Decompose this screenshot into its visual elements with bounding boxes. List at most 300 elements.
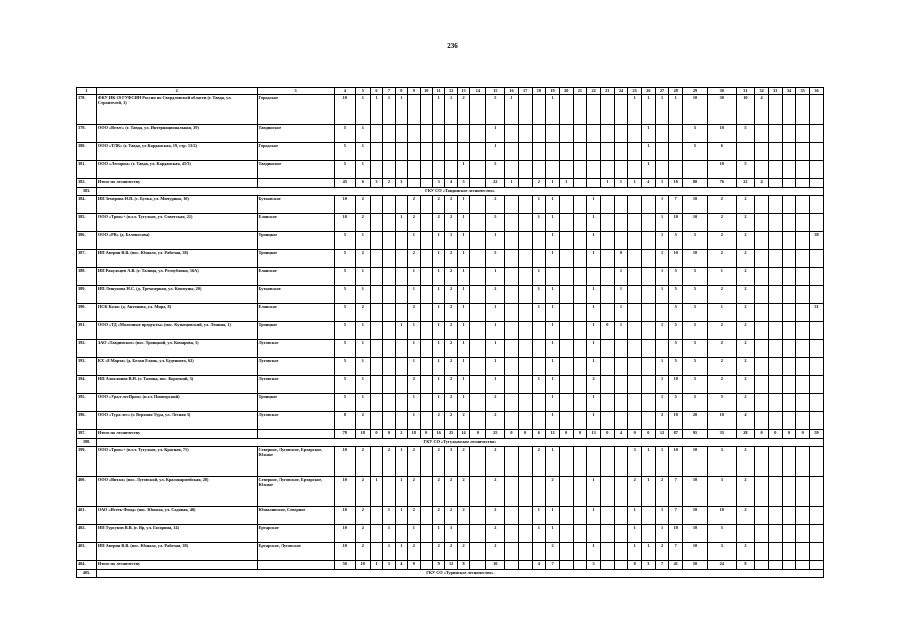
district-cell [257,561,334,570]
value-cell: 10 [334,447,355,477]
value-cell: 2 [355,507,370,525]
value-cell: 1 [546,232,560,250]
value-cell: 2 [655,543,669,561]
value-cell [768,376,782,394]
value-cell: 2 [432,214,444,232]
value-cell [420,196,432,214]
value-cell: 10 [334,196,355,214]
value-cell: 3 [395,179,407,188]
value-cell: 5 [383,561,395,570]
forestry-table [76,87,824,578]
value-cell [505,214,519,232]
value-cell [532,125,546,143]
value-cell [559,250,573,268]
value-cell: 3 [707,477,736,507]
value-cell: 2 [736,196,755,214]
value-cell [642,232,656,250]
value-cell: 1 [600,179,614,188]
organization-cell: Итого по лесничеству [96,561,257,570]
organization-cell: Итого по лесничеству [96,430,257,439]
value-cell: 2 [655,477,669,507]
value-cell [796,286,810,304]
value-cell: 10 [683,250,708,268]
value-cell: 4 [395,561,407,570]
value-cell: 1 [614,268,628,286]
value-cell: 1 [355,161,370,179]
value-cell: 1 [408,412,420,430]
value-cell [505,340,519,358]
value-cell: 1 [546,304,560,322]
value-cell: 5 [334,304,355,322]
value-cell [470,286,486,304]
value-cell [470,214,486,232]
value-cell [628,358,642,376]
table-row [77,143,824,161]
value-cell: 1 [587,214,601,232]
value-cell [395,394,407,412]
value-cell [736,143,755,161]
value-cell [600,477,614,507]
organization-cell: ИП Аверин В.В. (пос. Юшала, ул. Рабочая, 38) [96,543,257,561]
value-cell [628,125,642,143]
value-cell: 2 [445,358,457,376]
value-cell [587,525,601,543]
value-cell: 2 [486,412,505,430]
value-cell [470,125,486,143]
table-row [77,196,824,214]
value-cell: 1 [355,340,370,358]
value-cell: 1 [532,268,546,286]
value-cell [642,376,656,394]
value-cell [518,95,532,125]
value-cell [559,507,573,525]
column-number-30: 30 [707,88,736,95]
value-cell [782,196,796,214]
column-number-34: 34 [782,88,796,95]
value-cell [395,304,407,322]
value-cell [600,340,614,358]
value-cell: 1 [655,358,669,376]
value-cell [546,125,560,143]
value-cell: 2 [445,394,457,412]
value-cell: 5 [736,125,755,143]
value-cell: 1 [587,250,601,268]
organization-cell: ОАО «Исеть-Фонд» (пос. Юшала, ул. Садовая, 40) [96,507,257,525]
row-number: 392. [77,340,97,358]
value-cell: 12 [445,561,457,570]
value-cell [768,447,782,477]
value-cell [395,125,407,143]
value-cell: 2 [355,477,370,507]
value-cell: 2 [445,340,457,358]
value-cell: 10 [334,214,355,232]
value-cell [573,268,587,286]
value-cell: 10 [683,543,708,561]
district-cell: Юшалинское, Северное [257,507,334,525]
value-cell [457,143,469,161]
value-cell: 2 [707,376,736,394]
value-cell [505,507,519,525]
value-cell [383,125,395,143]
value-cell [782,477,796,507]
value-cell [532,232,546,250]
value-cell: 2 [736,322,755,340]
value-cell [470,507,486,525]
value-cell [810,447,824,477]
value-cell [796,340,810,358]
value-cell [642,358,656,376]
value-cell: 1 [408,358,420,376]
column-number-27: 27 [655,88,669,95]
value-cell: 0 [518,430,532,439]
value-cell: 1 [614,286,628,304]
value-cell [655,143,669,161]
value-cell [505,376,519,394]
value-cell [768,477,782,507]
value-cell [573,376,587,394]
value-cell [573,340,587,358]
section-title: ГКУ СО «Туринское лесничество» [96,570,823,578]
value-cell [559,286,573,304]
district-cell: Бутковское [257,286,334,304]
value-cell: 22 [736,179,755,188]
value-cell [628,340,642,358]
value-cell [573,286,587,304]
value-cell: 1 [587,322,601,340]
value-cell [628,412,642,430]
table-row [77,268,824,286]
value-cell: 5 [669,232,683,250]
value-cell [768,340,782,358]
value-cell [782,507,796,525]
value-cell [470,268,486,286]
column-number-17: 17 [518,88,532,95]
value-cell [573,196,587,214]
column-number-6: 6 [370,88,382,95]
value-cell [532,340,546,358]
value-cell [628,268,642,286]
value-cell: 5 [457,179,469,188]
value-cell [383,322,395,340]
value-cell [420,161,432,179]
value-cell: 2 [546,477,560,507]
row-number: 405. [77,570,97,578]
value-cell: 1 [587,477,601,507]
value-cell: 3 [445,525,457,543]
value-cell [559,161,573,179]
value-cell: 45 [334,179,355,188]
value-cell [395,143,407,161]
total-row [77,561,824,570]
value-cell: 2 [445,376,457,394]
value-cell [432,161,444,179]
value-cell: 5 [334,161,355,179]
value-cell [655,161,669,179]
value-cell: 10 [355,561,370,570]
value-cell [470,561,486,570]
value-cell [518,161,532,179]
value-cell [796,161,810,179]
value-cell: 2 [532,447,546,477]
value-cell [810,412,824,430]
value-cell [587,125,601,143]
value-cell [532,394,546,412]
value-cell: 2 [408,376,420,394]
organization-cell: ООО «ТЛК» (г. Тавда, ул Карданская, 19, стр. 13/2) [96,143,257,161]
organization-cell: ООО «Тура лес» (г. Верхняя Тура, ул. Лесная 3) [96,412,257,430]
value-cell: 1 [587,340,601,358]
value-cell: 3 [445,447,457,477]
value-cell: 1 [457,214,469,232]
value-cell: 12 [655,430,669,439]
value-cell [782,561,796,570]
value-cell [755,412,769,430]
row-number: 403. [77,543,97,561]
row-number: 388. [77,268,97,286]
value-cell: 2 [457,507,469,525]
value-cell: 2 [457,95,469,125]
value-cell [420,179,432,188]
value-cell [755,376,769,394]
value-cell [768,525,782,543]
value-cell [642,322,656,340]
value-cell: 1 [614,322,628,340]
value-cell: 1 [655,447,669,477]
value-cell: 2 [457,412,469,430]
value-cell: 3 [642,561,656,570]
value-cell [755,304,769,322]
district-cell: Северное, Луговское, Ертарское, Южное [257,447,334,477]
column-number-header [77,88,824,95]
value-cell: 1 [355,143,370,161]
value-cell: 2 [445,286,457,304]
row-number: 395. [77,394,97,412]
row-number: 397. [77,430,97,439]
value-cell: 2 [707,286,736,304]
value-cell: 1 [486,268,505,286]
value-cell: 2 [736,304,755,322]
value-cell: 0 [420,430,432,439]
value-cell: 1 [395,507,407,525]
value-cell [642,525,656,543]
value-cell: 1 [486,358,505,376]
organization-cell: ИП Лешукова Н.С. (д. Трехозерная, ул. Коммуны, 20) [96,286,257,304]
value-cell: 25 [486,430,505,439]
row-number: 386. [77,232,97,250]
value-cell [768,161,782,179]
value-cell: 18 [408,430,420,439]
value-cell: 2 [432,447,444,477]
value-cell: 10 [334,543,355,561]
value-cell [383,232,395,250]
column-number-1: 1 [77,88,97,95]
column-number-25: 25 [628,88,642,95]
value-cell: 1 [655,525,669,543]
value-cell: 1 [355,322,370,340]
value-cell: 1 [655,179,669,188]
value-cell [518,340,532,358]
value-cell: 1 [408,525,420,543]
value-cell [532,95,546,125]
value-cell [628,143,642,161]
value-cell: 1 [642,477,656,507]
value-cell [505,447,519,477]
value-cell: 2 [408,214,420,232]
value-cell: 2 [736,543,755,561]
value-cell [768,196,782,214]
value-cell [600,561,614,570]
organization-cell: ЗАО «Тавдинское» (пос. Троицкий, ул. Комарова, 1) [96,340,257,358]
value-cell: 1 [486,232,505,250]
value-cell: 1 [655,376,669,394]
value-cell [518,525,532,543]
value-cell: 1 [457,268,469,286]
value-cell: 2 [736,340,755,358]
value-cell [559,304,573,322]
value-cell: 4 [614,430,628,439]
value-cell: 1 [628,525,642,543]
value-cell: 1 [628,507,642,525]
organization-cell: ИП Аверин В.В. (пос. Юшала, ул. Рабочая, 38) [96,250,257,268]
value-cell [768,507,782,525]
value-cell [573,161,587,179]
value-cell: 0 [796,430,810,439]
value-cell: 1 [546,507,560,525]
value-cell: 1 [546,358,560,376]
value-cell: 1 [532,507,546,525]
value-cell [518,214,532,232]
value-cell [614,447,628,477]
value-cell: 1 [587,232,601,250]
value-cell: 5 [334,322,355,340]
organization-cell: ООО «Трио»+ (п.г.т. Тугулым, ул. Советская, 21) [96,214,257,232]
value-cell [782,125,796,143]
value-cell [782,268,796,286]
value-cell: 25 [445,430,457,439]
value-cell: 1 [432,250,444,268]
value-cell: 2 [655,412,669,430]
value-cell [370,125,382,143]
value-cell [755,268,769,286]
value-cell: 7 [669,196,683,214]
value-cell [573,561,587,570]
value-cell [470,358,486,376]
value-cell: 1 [532,304,546,322]
value-cell [628,304,642,322]
value-cell [383,161,395,179]
value-cell [518,304,532,322]
value-cell: 2 [383,179,395,188]
total-row [77,179,824,188]
value-cell: 8 [628,561,642,570]
value-cell [420,412,432,430]
value-cell [383,286,395,304]
value-cell: 78 [334,430,355,439]
value-cell: 6 [355,179,370,188]
value-cell: 1 [445,95,457,125]
value-cell: 1 [642,125,656,143]
value-cell: 1 [532,525,546,543]
value-cell [768,214,782,232]
district-cell [257,179,334,188]
value-cell: 5 [669,340,683,358]
column-number-14: 14 [470,88,486,95]
value-cell: 24 [707,561,736,570]
value-cell: 1 [546,447,560,477]
value-cell [559,477,573,507]
value-cell: 1 [628,543,642,561]
organization-cell: ПСК Колос (д. Антонова, ул. Мира, 8) [96,304,257,322]
value-cell: 3 [587,561,601,570]
value-cell [573,477,587,507]
district-cell: Еланское [257,304,334,322]
value-cell: 6 [707,143,736,161]
value-cell [755,525,769,543]
value-cell: 10 [683,214,708,232]
value-cell: 10 [669,214,683,232]
value-cell [573,304,587,322]
value-cell: 0 [755,430,769,439]
value-cell [782,250,796,268]
value-cell [518,232,532,250]
value-cell: 1 [432,340,444,358]
value-cell [420,268,432,286]
value-cell: 1 [546,525,560,543]
value-cell: 1 [546,322,560,340]
value-cell [683,161,708,179]
value-cell [642,214,656,232]
value-cell [782,286,796,304]
row-number: 404. [77,561,97,570]
district-cell: Тавдинское [257,125,334,143]
row-number: 379. [77,125,97,143]
value-cell [614,561,628,570]
value-cell [810,340,824,358]
table-row [77,161,824,179]
value-cell: 2 [355,214,370,232]
value-cell: 2 [546,543,560,561]
value-cell [573,507,587,525]
value-cell: 1 [546,214,560,232]
district-cell [257,430,334,439]
value-cell [600,447,614,477]
table-row [77,525,824,543]
column-number-12: 12 [445,88,457,95]
value-cell: 2 [486,286,505,304]
value-cell [782,525,796,543]
value-cell [587,179,601,188]
value-cell [420,125,432,143]
value-cell: 5 [683,304,708,322]
column-number-2: 2 [96,88,257,95]
value-cell [532,161,546,179]
value-cell: 20 [683,412,708,430]
organization-cell: ИП Ракульцев А.В. (г. Талица, ул. Республики, 16А) [96,268,257,286]
district-cell: Луговское [257,376,334,394]
value-cell [559,268,573,286]
value-cell [420,322,432,340]
value-cell [518,543,532,561]
value-cell [546,161,560,179]
value-cell [810,196,824,214]
value-cell: 7 [655,561,669,570]
value-cell: 1 [395,543,407,561]
value-cell: 8 [457,561,469,570]
value-cell: 1 [457,394,469,412]
value-cell: 9 [408,561,420,570]
value-cell: 1 [457,376,469,394]
value-cell: 1 [408,268,420,286]
